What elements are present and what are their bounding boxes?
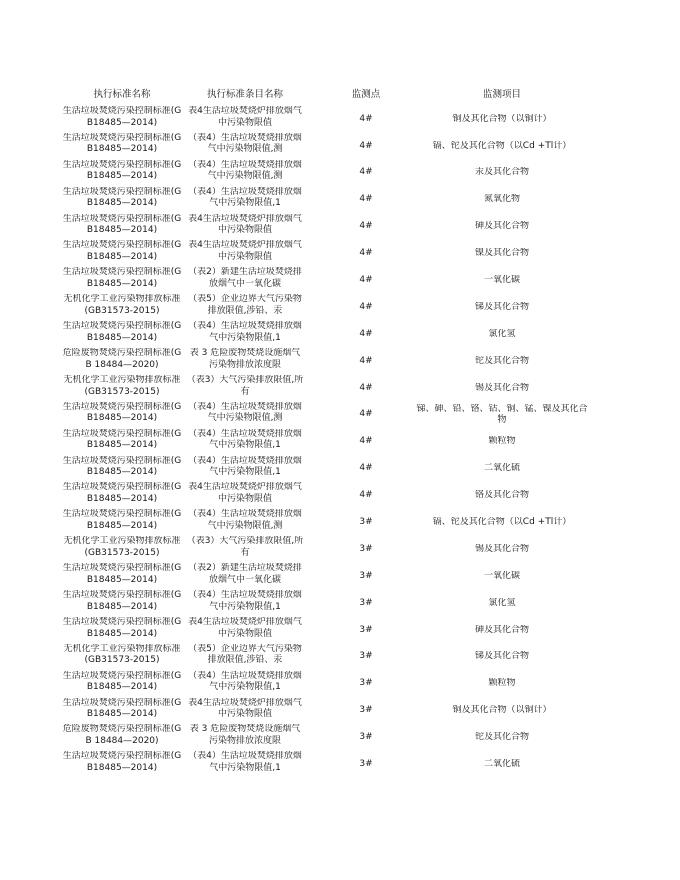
cell-monitoring-item-text: 颗粒物 — [488, 678, 516, 689]
cell-standard-name-text: 生活垃圾焚烧污染控制标准(GB18485—2014) — [62, 186, 182, 209]
cell-monitoring-point-text: 4# — [359, 113, 373, 124]
cell-monitoring-item — [414, 375, 590, 402]
cell-monitoring-point-text: 3# — [359, 570, 373, 581]
cell-monitoring-item — [414, 751, 590, 778]
table-row — [62, 617, 622, 644]
table-row — [62, 671, 622, 698]
cell-monitoring-point-text: 4# — [359, 301, 373, 312]
cell-monitoring-point-text: 4# — [359, 382, 373, 393]
cell-monitoring-item — [414, 456, 590, 483]
cell-standard-name — [62, 348, 182, 375]
cell-monitoring-item — [414, 698, 590, 725]
cell-monitoring-item — [414, 536, 590, 563]
cell-monitoring-point — [330, 644, 402, 671]
cell-standard-name — [62, 698, 182, 725]
cell-standard-name — [62, 751, 182, 778]
cell-standard-item — [186, 240, 304, 267]
cell-standard-item — [186, 671, 304, 698]
cell-monitoring-point — [330, 590, 402, 617]
cell-standard-name-text: 生活垃圾焚烧污染控制标准(GB18485—2014) — [62, 509, 182, 531]
cell-standard-name — [62, 429, 182, 456]
cell-monitoring-item-text: 锑及其化合物 — [474, 301, 529, 312]
cell-standard-item-text: 表4生活垃圾焚烧炉排放烟气中污染物限值 — [188, 106, 302, 128]
cell-standard-name — [62, 375, 182, 402]
cell-standard-item-text: 表4生活垃圾焚烧炉排放烟气中污染物限值 — [188, 213, 302, 236]
cell-standard-item — [186, 482, 304, 509]
cell-standard-name-text: 生活垃圾焚烧污染控制标准(GB18485—2014) — [62, 482, 182, 505]
cell-standard-item — [186, 617, 304, 644]
cell-standard-item — [186, 375, 304, 402]
cell-monitoring-item-text: 铬及其化合物 — [474, 490, 529, 501]
cell-monitoring-point-text: 4# — [359, 355, 373, 366]
cell-standard-item-text: （表4）生活垃圾焚烧排放烟气中污染物限值,测 — [188, 159, 302, 182]
cell-standard-item-text: （表2）新建生活垃圾焚烧排放烟气中一氧化碳 — [188, 563, 302, 585]
cell-standard-name-text: 生活垃圾焚烧污染控制标准(GB18485—2014) — [62, 132, 182, 155]
cell-monitoring-item — [414, 106, 590, 133]
cell-monitoring-item-text: 铜及其化合物（以铜计） — [452, 113, 552, 124]
cell-monitoring-item — [414, 187, 590, 214]
cell-standard-name-text: 无机化学工业污染物排放标准(GB31573-2015) — [63, 374, 181, 397]
cell-monitoring-point-text: 4# — [359, 436, 373, 447]
cell-monitoring-item — [414, 294, 590, 321]
cell-monitoring-item — [414, 724, 590, 751]
cell-monitoring-point — [330, 106, 402, 133]
cell-standard-name — [62, 294, 182, 321]
cell-standard-item — [186, 402, 304, 429]
cell-monitoring-point-text: 3# — [359, 517, 373, 527]
cell-standard-item — [186, 751, 304, 778]
cell-standard-name-text: 无机化学工业污染物排放标准(GB31573-2015) — [63, 294, 181, 316]
cell-standard-name — [62, 133, 182, 160]
cell-monitoring-point — [330, 509, 402, 536]
cell-standard-item-text: （表4）生活垃圾焚烧排放烟气中污染物限值,1 — [188, 590, 302, 612]
cell-monitoring-point-text: 4# — [359, 490, 373, 501]
cell-monitoring-item — [414, 617, 590, 644]
cell-standard-item — [186, 267, 304, 294]
cell-monitoring-item — [414, 267, 590, 294]
table-row — [62, 348, 622, 375]
cell-monitoring-point-text: 4# — [359, 409, 373, 420]
cell-standard-item-text: （表4）生活垃圾焚烧排放烟气中污染物限值,1 — [188, 428, 302, 451]
cell-monitoring-item-text: 铊及其化合物 — [474, 732, 529, 743]
cell-standard-item-text: 表4生活垃圾焚烧炉排放烟气中污染物限值 — [188, 616, 302, 639]
cell-standard-item-text: 表4生活垃圾焚烧炉排放烟气中污染物限值 — [188, 482, 302, 505]
table-row — [62, 133, 622, 160]
cell-monitoring-point — [330, 133, 402, 160]
cell-monitoring-item — [414, 509, 590, 536]
cell-monitoring-point — [330, 563, 402, 590]
cell-standard-item — [186, 590, 304, 617]
table-row — [62, 536, 622, 563]
cell-standard-name-text: 生活垃圾焚烧污染控制标准(GB18485—2014) — [62, 670, 182, 693]
cell-monitoring-item-text: 汞及其化合物 — [474, 167, 529, 178]
cell-standard-name — [62, 106, 182, 133]
cell-monitoring-item-text: 一氧化碳 — [483, 570, 520, 581]
cell-standard-item-text: （表5）企业边界大气污染物排放限值,涉铅、汞 — [188, 643, 302, 666]
cell-standard-item — [186, 187, 304, 214]
cell-monitoring-item — [414, 644, 590, 671]
cell-standard-name — [62, 509, 182, 536]
cell-standard-item — [186, 106, 304, 133]
cell-monitoring-item — [414, 563, 590, 590]
cell-monitoring-point-text: 4# — [359, 328, 373, 339]
cell-monitoring-item-text: 二氧化硫 — [483, 463, 520, 474]
cell-standard-name — [62, 214, 182, 241]
cell-monitoring-point — [330, 482, 402, 509]
cell-monitoring-point-text: 4# — [359, 140, 373, 151]
table-row — [62, 375, 622, 402]
table-row — [62, 751, 622, 778]
cell-standard-item-text: （表4）生活垃圾焚烧排放烟气中污染物限值,1 — [188, 321, 302, 343]
table-body — [62, 106, 622, 778]
cell-monitoring-item-text: 铜及其化合物（以铜计） — [452, 705, 552, 716]
cell-monitoring-item-text: 一氧化碳 — [483, 274, 520, 285]
cell-standard-name — [62, 671, 182, 698]
cell-standard-name — [62, 267, 182, 294]
cell-standard-item — [186, 133, 304, 160]
cell-standard-name-text: 生活垃圾焚烧污染控制标准(GB18485—2014) — [62, 428, 182, 451]
table-row — [62, 563, 622, 590]
cell-monitoring-item-text: 砷及其化合物 — [474, 221, 529, 232]
cell-standard-item-text: （表4）生活垃圾焚烧排放烟气中污染物限值,1 — [188, 751, 302, 773]
cell-monitoring-point — [330, 187, 402, 214]
cell-monitoring-item — [414, 429, 590, 456]
cell-standard-item-text: （表4）生活垃圾焚烧排放烟气中污染物限值,测 — [188, 509, 302, 531]
cell-standard-item-text: 表4生活垃圾焚烧炉排放烟气中污染物限值 — [188, 240, 302, 263]
cell-standard-name — [62, 724, 182, 751]
table-row — [62, 482, 622, 509]
cell-monitoring-item — [414, 214, 590, 241]
cell-standard-name-text: 生活垃圾焚烧污染控制标准(GB18485—2014) — [62, 401, 182, 424]
cell-monitoring-point — [330, 402, 402, 429]
header-standard-name: 执行标准名称 — [93, 89, 151, 100]
table-row — [62, 644, 622, 671]
cell-standard-name — [62, 402, 182, 429]
cell-monitoring-item-text: 氮氧化物 — [483, 194, 520, 205]
cell-standard-item-text: （表5）企业边界大气污染物排放限值,涉铅、汞 — [188, 294, 302, 316]
table-row — [62, 160, 622, 187]
cell-standard-item — [186, 563, 304, 590]
cell-monitoring-item-text: 二氧化硫 — [483, 759, 520, 770]
cell-standard-name-text: 生活垃圾焚烧污染控制标准(GB18485—2014) — [62, 455, 182, 478]
table-row — [62, 724, 622, 751]
cell-monitoring-point — [330, 321, 402, 348]
cell-standard-item — [186, 536, 304, 563]
cell-monitoring-point — [330, 267, 402, 294]
cell-standard-name — [62, 160, 182, 187]
table-row — [62, 429, 622, 456]
cell-monitoring-point — [330, 429, 402, 456]
cell-monitoring-point-text: 3# — [359, 678, 373, 689]
cell-monitoring-item — [414, 240, 590, 267]
cell-standard-item — [186, 348, 304, 375]
cell-standard-name — [62, 617, 182, 644]
cell-monitoring-point — [330, 294, 402, 321]
cell-standard-name-text: 生活垃圾焚烧污染控制标准(GB18485—2014) — [62, 321, 182, 343]
cell-standard-name-text: 生活垃圾焚烧污染控制标准(GB18485—2014) — [62, 697, 182, 720]
cell-monitoring-point-text: 4# — [359, 463, 373, 474]
table-row — [62, 187, 622, 214]
cell-standard-item — [186, 294, 304, 321]
cell-monitoring-point-text: 4# — [359, 274, 373, 285]
cell-monitoring-point-text: 4# — [359, 221, 373, 232]
cell-standard-item — [186, 214, 304, 241]
table-row — [62, 509, 622, 536]
cell-standard-item — [186, 456, 304, 483]
cell-monitoring-item-text: 锡及其化合物 — [474, 382, 529, 393]
cell-monitoring-point — [330, 214, 402, 241]
header-monitoring-item: 监测项目 — [482, 89, 521, 100]
cell-monitoring-point — [330, 375, 402, 402]
cell-monitoring-item — [414, 402, 590, 429]
cell-monitoring-item — [414, 133, 590, 160]
cell-monitoring-point-text: 4# — [359, 194, 373, 205]
table-row — [62, 456, 622, 483]
cell-monitoring-point — [330, 698, 402, 725]
table-header — [62, 84, 622, 104]
cell-monitoring-item-text: 颗粒物 — [488, 436, 516, 447]
cell-standard-item — [186, 429, 304, 456]
cell-standard-name — [62, 456, 182, 483]
cell-standard-item-text: 表 3 危险废物焚烧设施烟气污染物排放浓度限 — [189, 724, 301, 747]
cell-standard-name-text: 无机化学工业污染物排放标准(GB31573-2015) — [63, 643, 181, 666]
cell-monitoring-point-text: 3# — [359, 759, 373, 770]
cell-standard-name-text: 生活垃圾焚烧污染控制标准(GB18485—2014) — [62, 563, 182, 585]
cell-standard-name — [62, 644, 182, 671]
cell-standard-name-text: 生活垃圾焚烧污染控制标准(GB18485—2014) — [62, 590, 182, 612]
cell-standard-name — [62, 321, 182, 348]
cell-standard-name-text: 危险废物焚烧污染控制标准(GB 18484—2020) — [62, 724, 182, 747]
cell-monitoring-point — [330, 671, 402, 698]
cell-standard-name-text: 生活垃圾焚烧污染控制标准(GB18485—2014) — [62, 106, 182, 128]
cell-standard-name — [62, 590, 182, 617]
cell-standard-item-text: （表2）新建生活垃圾焚烧排放烟气中一氧化碳 — [188, 267, 302, 289]
cell-standard-name-text: 生活垃圾焚烧污染控制标准(GB18485—2014) — [62, 159, 182, 182]
cell-monitoring-item — [414, 671, 590, 698]
cell-monitoring-item — [414, 160, 590, 187]
cell-monitoring-item — [414, 482, 590, 509]
cell-monitoring-point-text: 3# — [359, 705, 373, 716]
cell-standard-item — [186, 509, 304, 536]
cell-monitoring-point-text: 3# — [359, 624, 373, 635]
cell-standard-name — [62, 240, 182, 267]
cell-standard-item — [186, 160, 304, 187]
cell-monitoring-point-text: 3# — [359, 651, 373, 662]
cell-standard-name-text: 生活垃圾焚烧污染控制标准(GB18485—2014) — [62, 267, 182, 289]
table-row — [62, 321, 622, 348]
cell-standard-name — [62, 187, 182, 214]
cell-standard-item-text: （表3）大气污染排放限值,所有 — [186, 374, 304, 397]
cell-monitoring-point — [330, 724, 402, 751]
cell-standard-item-text: （表4）生活垃圾焚烧排放烟气中污染物限值,1 — [188, 455, 302, 478]
cell-standard-name-text: 生活垃圾焚烧污染控制标准(GB18485—2014) — [62, 751, 182, 773]
cell-standard-name-text: 生活垃圾焚烧污染控制标准(GB18485—2014) — [62, 240, 182, 263]
cell-standard-name-text: 生活垃圾焚烧污染控制标准(GB18485—2014) — [62, 616, 182, 639]
table-row — [62, 590, 622, 617]
cell-monitoring-item — [414, 321, 590, 348]
table-row — [62, 214, 622, 241]
cell-standard-item-text: （表3）大气污染排放限值,所有 — [186, 536, 304, 558]
table-row — [62, 240, 622, 267]
cell-standard-item-text: （表4）生活垃圾焚烧排放烟气中污染物限值,1 — [188, 186, 302, 209]
cell-monitoring-point — [330, 348, 402, 375]
cell-standard-item-text: （表4）生活垃圾焚烧排放烟气中污染物限值,测 — [188, 132, 302, 155]
cell-monitoring-item-text: 氯化氢 — [488, 328, 516, 339]
cell-standard-item — [186, 698, 304, 725]
cell-standard-item-text: 表 3 危险废物焚烧设施烟气污染物排放浓度限 — [189, 348, 301, 370]
cell-standard-item — [186, 321, 304, 348]
cell-monitoring-item — [414, 590, 590, 617]
header-standard-item: 执行标准条目名称 — [206, 89, 283, 100]
cell-standard-item — [186, 724, 304, 751]
cell-monitoring-point — [330, 751, 402, 778]
cell-monitoring-item-text: 锑及其化合物 — [474, 651, 529, 662]
cell-monitoring-point — [330, 160, 402, 187]
cell-monitoring-point-text: 4# — [359, 167, 373, 178]
cell-standard-item-text: （表4）生活垃圾焚烧排放烟气中污染物限值,测 — [188, 401, 302, 424]
cell-monitoring-item-text: 镉、铊及其化合物（以Cd +Tl计） — [432, 517, 572, 527]
cell-standard-item-text: （表4）生活垃圾焚烧排放烟气中污染物限值,1 — [188, 670, 302, 693]
cell-monitoring-point — [330, 240, 402, 267]
cell-standard-name — [62, 482, 182, 509]
cell-monitoring-item-text: 镉、铊及其化合物（以Cd +Tl计） — [432, 140, 572, 151]
cell-monitoring-point-text: 3# — [359, 597, 373, 608]
cell-monitoring-point — [330, 617, 402, 644]
cell-monitoring-point — [330, 456, 402, 483]
cell-monitoring-item-text: 锡及其化合物 — [474, 543, 529, 554]
cell-monitoring-item-text: 氯化氢 — [488, 597, 516, 608]
cell-standard-name-text: 生活垃圾焚烧污染控制标准(GB18485—2014) — [62, 213, 182, 236]
cell-standard-item-text: 表4生活垃圾焚烧炉排放烟气中污染物限值 — [188, 697, 302, 720]
cell-monitoring-item-text: 铊及其化合物 — [474, 355, 529, 366]
cell-standard-name — [62, 563, 182, 590]
cell-monitoring-point-text: 3# — [359, 732, 373, 743]
monitoring-table — [62, 84, 622, 778]
cell-monitoring-item-text: 砷及其化合物 — [474, 624, 529, 635]
cell-standard-item — [186, 644, 304, 671]
table-row — [62, 106, 622, 133]
cell-standard-name-text: 危险废物焚烧污染控制标准(GB 18484—2020) — [62, 348, 182, 370]
cell-monitoring-point — [330, 536, 402, 563]
cell-monitoring-point-text: 4# — [359, 248, 373, 259]
table-row — [62, 294, 622, 321]
cell-standard-name — [62, 536, 182, 563]
cell-monitoring-item-text: 镍及其化合物 — [474, 248, 529, 259]
table-row — [62, 402, 622, 429]
header-monitoring-point: 监测点 — [351, 89, 381, 100]
cell-monitoring-point-text: 3# — [359, 543, 373, 554]
table-row — [62, 698, 622, 725]
cell-monitoring-item-text: 锑、砷、铅、铬、钴、铜、锰、镍及其化合物 — [416, 403, 588, 426]
table-row — [62, 267, 622, 294]
cell-standard-name-text: 无机化学工业污染物排放标准(GB31573-2015) — [63, 536, 181, 558]
cell-monitoring-item — [414, 348, 590, 375]
